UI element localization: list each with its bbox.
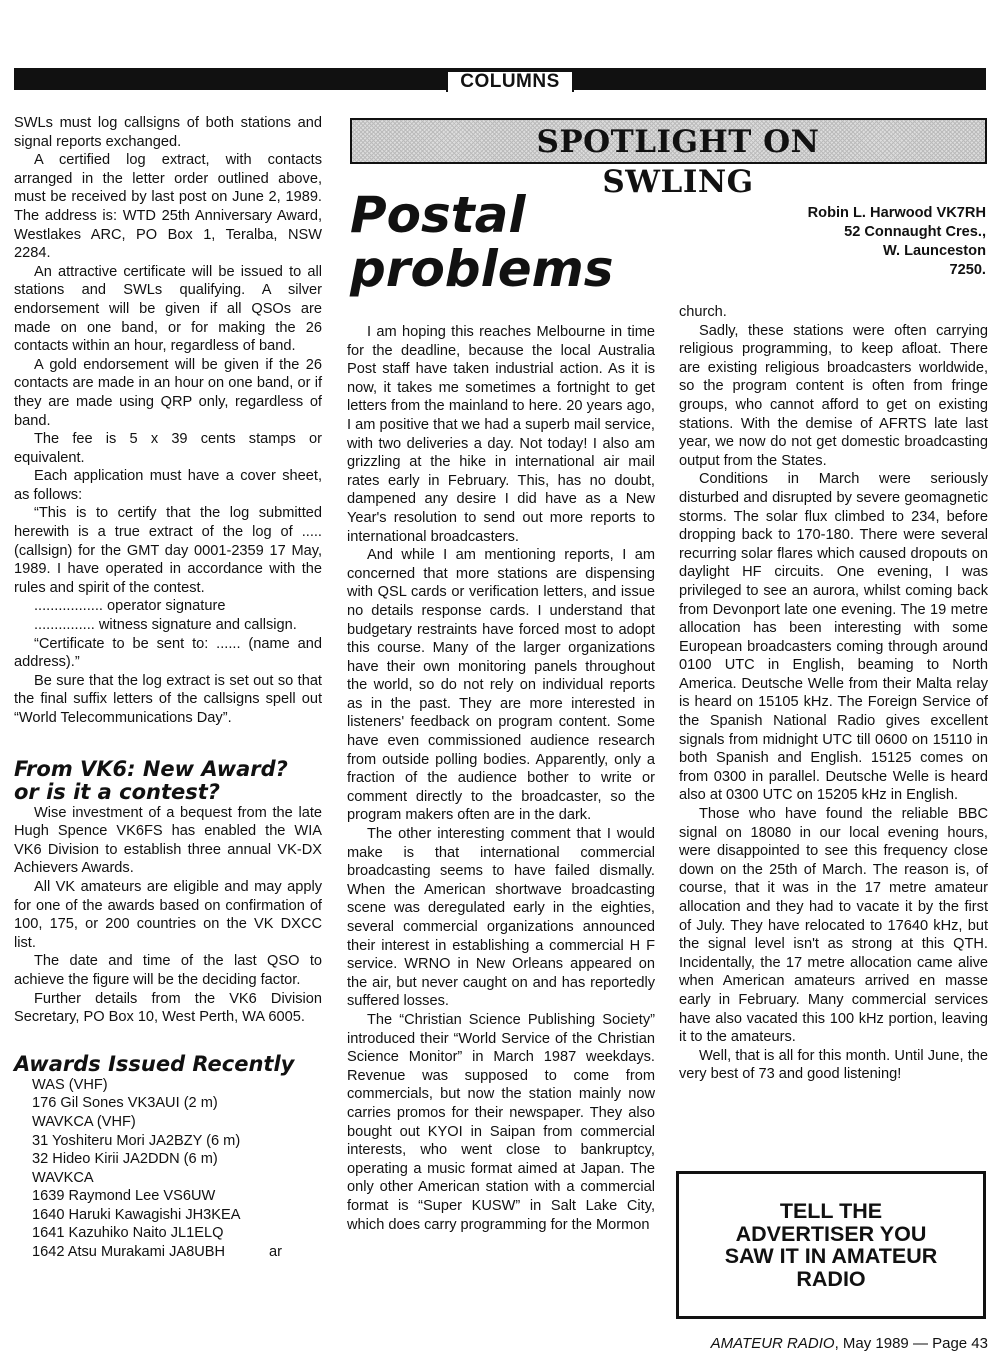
column-middle (347, 323, 655, 1234)
article-title-line: Postal (350, 186, 526, 244)
author-address: W. Launceston (883, 243, 986, 259)
paragraph: And while I am mentioning reports, I am concerned that more stations are dispensing with QSL cards or verification letters, and issue no details response cards. I understand that budgetary restraints have forced most to adopt this course. Many of the larger organizations have their own monitoring panels throughout the world, so do not rely on individual reports as in the past. They are more interested in listeners' feedback on program content. Some have even commissioned audience research from outside polling bodies. Apparently, only a fraction of the audience bother to write or comment directly to the broadcaster, so the program makers often are in the dark. (347, 547, 655, 824)
author-name: Robin L. Harwood VK7RH (807, 205, 986, 221)
paragraph: SWLs must log callsigns of both stations and signal reports exchanged. (14, 115, 322, 150)
paragraph: Be sure that the log extract is set out so that the final suffix letters of the callsigns spell out “World Telecommunications Day”. (14, 672, 322, 726)
paragraph: “This is to certify that the log submitted herewith is a true extract of the log of ..... (callsign) for the GMT day 0001-2359 17 May, 1989. I have operated in accordance with the rules and spirit of the contest. (14, 505, 322, 596)
column-left (14, 114, 322, 1262)
list-item: WAVKCA (VHF) (32, 1113, 136, 1130)
list-item-row (32, 1243, 322, 1262)
paragraph: ................. operator signature (34, 598, 226, 615)
awards-list (14, 1076, 322, 1262)
column-right (679, 303, 988, 1084)
author-address: 7250. (949, 262, 986, 278)
author-byline (740, 204, 986, 280)
author-address: 52 Connaught Cres., (844, 224, 986, 240)
paragraph: Well, that is all for this month. Until June, the very best of 73 and good listening! (679, 1047, 988, 1083)
list-item: 176 Gil Sones VK3AUI (2 m) (32, 1095, 218, 1112)
paragraph: Conditions in March were seriously disturbed and disrupted by severe geomagnetic storms. The solar flux climbed to 234, before dropping back to 170-180. There were several recurring solar flares which caused dropouts on daylight HF circuits. One evening, I was privileged to see an aurora, whilst coming back from Devonport late one evening. The 19 metre allocation has been interesting with some European broadcasters coming through around 0100 UTC in English, beaming to North America. Deutsche Welle from their Malta relay is heard on 15105 kHz. The Foreign Service of the Spanish National Radio gives excellent signals from midnight UTC till 0600 on 15110 in both Spanish and English. 15125 comes on from 0300 in parallel. Deutsche Welle is heard also at 0300 UTC on 15205 kHz in English. (679, 471, 988, 804)
paragraph: The date and time of the last QSO to achieve the figure will be the deciding factor. (14, 953, 322, 988)
spotlight-banner-text: SPOTLIGHT ON SWLING (536, 124, 820, 200)
advertiser-notice-text: TELL THE ADVERTISER YOU SAW IT IN AMATEUR RADIO (724, 1199, 938, 1291)
paragraph: The fee is 5 x 39 cents stamps or equivalent. (14, 431, 322, 466)
article-title-line: problems (350, 240, 614, 298)
section-heading: From VK6: New Award? (14, 756, 288, 781)
section-heading: Awards Issued Recently (14, 1051, 295, 1076)
paragraph: “Certificate to be sent to: ...... (name and address).” (14, 635, 322, 671)
list-item: WAVKCA (32, 1169, 94, 1186)
list-item: 1639 Raymond Lee VS6UW (32, 1188, 216, 1205)
paragraph: I am hoping this reaches Melbourne in time for the deadline, because the local Australia Post staff have taken industrial action. As it is now, it takes me sometimes a fortnight to get letters from the mainland to here. 20 years ago, I am positive that we had a superb mail service, with two deliveries a day. Not today! I also am grizzling at the hike in international air mail rates early in February. This, has no doubt, dampened any desire I did have as a New Year's resolution to send out more reports to international broadcasters. (347, 324, 655, 545)
list-item: 1640 Haruki Kawagishi JH3KEA (32, 1206, 241, 1223)
list-item: 31 Yoshiteru Mori JA2BZY (6 m) (32, 1132, 241, 1149)
list-item: 32 Hideo Kirii JA2DDN (6 m) (32, 1151, 218, 1168)
paragraph: ............... witness signature and callsign. (34, 617, 297, 634)
article-title (350, 186, 614, 298)
page-footer (640, 1335, 988, 1353)
issue-page: , May 1989 — Page 43 (834, 1335, 988, 1352)
paragraph: All VK amateurs are eligible and may apply for one of the awards based on confirmation of 100, 175, or 200 countries on the VK DXCC list. (14, 878, 322, 951)
paragraph: Each application must have a cover sheet, as follows: (14, 468, 322, 503)
paragraph: Further details from the VK6 Division Secretary, PO Box 10, West Perth, WA 6005. (14, 990, 322, 1026)
paragraph: An attractive certificate will be issued to all stations and SWLs qualifying. A silver endorsement will be given if all QSOs are made on one band, or for making the 26 contacts within an hour, regardless of band. (14, 263, 322, 355)
list-item: 1642 Atsu Murakami JA8UBH (32, 1244, 226, 1261)
paragraph: church. (679, 304, 727, 320)
paragraph: The “Christian Science Publishing Society” introduced their “World Service of the Christian Science Monitor” in March 1987 weekdays. Revenue was supposed to come from commercials, but now the station mainly now carries promos for their newspaper. They also bought out KYOI in Saipan from commercial interests, who went close to bankruptcy, operating a music format aimed at Japan. The only other American station with a commercial format is “Super KUSW” in Salt Lake City, which does carry programming for the Mormon (347, 1011, 655, 1233)
magazine-name: AMATEUR RADIO (710, 1335, 835, 1352)
section-label: COLUMNS (446, 70, 574, 92)
paragraph: The other interesting comment that I would make is that international commercial broadcasting seems to have failed dismally. When the American shortwave broadcasting scene was deregulated early in the eighties, several commercial organizations announced their interest in establishing a commercial H F service. WRNO in New Orleans appeared on the air, but never caught on and has reportedly suffered losses. (347, 826, 655, 1010)
list-item: 1641 Kazuhiko Naito JL1ELQ (32, 1225, 224, 1242)
advertiser-notice-box (676, 1171, 986, 1319)
paragraph: Those who have found the reliable BBC signal on 18080 in our local evening hours, were disappointed to see this frequency close down on the 25th of March. The reason is, of course, that it was in the 17 metre amateur allocation and they had to vacate it by the first of July. They have relocated to 17640 kHz, but the signal level isn't as strong at this QTH. Incidentally, the 17 metre allocation came alive when American amateurs arrived en masse early in February. Many commercial services have also vacated this 100 kHz portion, leaving it to the amateurs. (679, 806, 988, 1046)
end-mark: ar (269, 1244, 283, 1261)
section-heading: or is it a contest? (14, 779, 220, 804)
paragraph: Wise investment of a bequest from the late Hugh Spence VK6FS has enabled the WIA VK6 Division to establish three annual VK-DX Achievers Awards. (14, 804, 322, 877)
list-item: WAS (VHF) (32, 1076, 108, 1093)
paragraph: A certified log extract, with contacts arranged in the letter order outlined above, must be received by last post on June 2, 1989. The address is: WTD 25th Anniversary Award, Westlakes ARC, PO Box 1, Teralba, NSW 2284. (14, 152, 322, 262)
paragraph: A gold endorsement will be given if the 26 contacts are made in an hour on one band, or if they are made using QRP only, regardless of band. (14, 356, 322, 429)
paragraph: Sadly, these stations were often carrying religious programming, to keep afloat. There are existing religious broadcasters worldwide, so the program content is often from fringe groups, who cannot afford to get on existing stations. With the demise of AFRTS late last year, we now do not get domestic broadcasting output from the States. (679, 322, 988, 469)
